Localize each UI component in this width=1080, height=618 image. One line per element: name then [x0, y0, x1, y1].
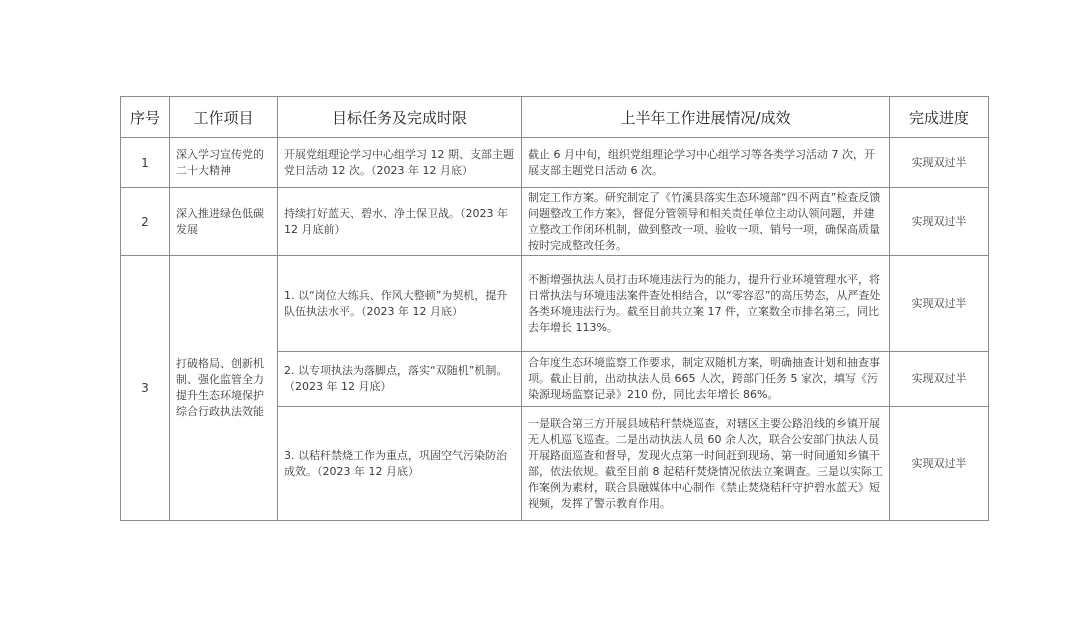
header-item: 工作项目 — [170, 97, 278, 138]
row-status: 实现双过半 — [890, 407, 989, 521]
row-seq: 1 — [121, 138, 170, 188]
row-status: 实现双过半 — [890, 138, 989, 188]
work-progress-table — [120, 96, 989, 521]
row-progress: 一是联合第三方开展县域秸秆禁烧巡查，对辖区主要公路沿线的乡镇开展无人机巡飞巡查。二是出动执法人员 60 余人次，联合公安部门执法人员开展路面巡查和督导，发现火点第一时间赶到现场、第一时间通知乡镇干部，依法依规。截至目前 8 起秸秆焚烧情况依法立案调查。三是以实际工作案例为素材，联合县融媒体中心制作《禁止焚烧秸秆守护碧水蓝天》短视频，发挥了警示教育作用。 — [522, 407, 890, 521]
row-target: 开展党组理论学习中心组学习 12 期、支部主题党日活动 12 次。（2023 年 12 月底） — [278, 138, 522, 188]
row-item: 深入学习宣传党的二十大精神 — [170, 138, 278, 188]
row-progress: 合年度生态环境监察工作要求，制定双随机方案，明确抽查计划和抽查事项。截止目前，出动执法人员 665 人次，跨部门任务 5 家次，填写《污染源现场监察记录》210 份，同比去年增长 86%。 — [522, 352, 890, 407]
row-seq: 2 — [121, 188, 170, 256]
row-target: 1. 以“岗位大练兵、作风大整顿”为契机，提升队伍执法水平。（2023 年 12 月底） — [278, 256, 522, 352]
table-row — [121, 256, 989, 352]
table-row — [121, 188, 989, 256]
header-status: 完成进度 — [890, 97, 989, 138]
row-progress: 不断增强执法人员打击环境违法行为的能力，提升行业环境管理水平，将日常执法与环境违法案件查处相结合，以“零容忍”的高压势态，从严查处各类环境违法行为。截至目前共立案 17 件，立案数全市排名第三，同比去年增长 113%。 — [522, 256, 890, 352]
row-seq: 3 — [121, 256, 170, 521]
row-progress: 截止 6 月中旬，组织党组理论学习中心组学习等各类学习活动 7 次，开展支部主题党日活动 6 次。 — [522, 138, 890, 188]
header-row — [121, 97, 989, 138]
header-target: 目标任务及完成时限 — [278, 97, 522, 138]
row-target: 2. 以专项执法为落脚点，落实“双随机”机制。（2023 年 12 月底） — [278, 352, 522, 407]
row-target: 持续打好蓝天、碧水、净土保卫战。（2023 年 12 月底前） — [278, 188, 522, 256]
row-item: 打破格局、创新机制、强化监管全力提升生态环境保护综合行政执法效能 — [170, 256, 278, 521]
row-target: 3. 以秸秆禁烧工作为重点，巩固空气污染防治成效。（2023 年 12 月底） — [278, 407, 522, 521]
row-status: 实现双过半 — [890, 188, 989, 256]
header-progress: 上半年工作进展情况/成效 — [522, 97, 890, 138]
row-status: 实现双过半 — [890, 256, 989, 352]
header-seq: 序号 — [121, 97, 170, 138]
row-item: 深入推进绿色低碳发展 — [170, 188, 278, 256]
row-progress: 制定工作方案。研究制定了《竹溪县落实生态环境部“四不两直”检查反馈问题整改工作方案》，督促分管领导和相关责任单位主动认领问题，并建立整改工作闭环机制，做到整改一项、验收一项、销号一项，确保高质量按时完成整改任务。 — [522, 188, 890, 256]
table-row — [121, 138, 989, 188]
row-status: 实现双过半 — [890, 352, 989, 407]
